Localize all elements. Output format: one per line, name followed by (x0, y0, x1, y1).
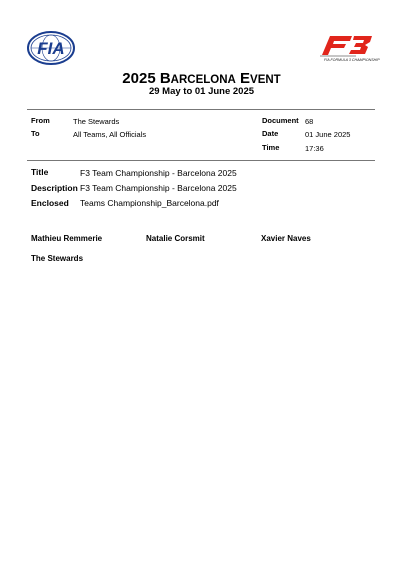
enclosed-value[interactable]: Teams Championship_Barcelona.pdf (80, 198, 219, 208)
f3-logo (316, 34, 380, 65)
enclosed-label: Enclosed (31, 198, 69, 208)
stewards-footer: The Stewards (31, 254, 84, 263)
to-label: To (31, 129, 40, 138)
steward-name-2: Natalie Corsmit (146, 234, 205, 243)
steward-name-1: Mathieu Remmerie (31, 234, 103, 243)
from-label: From (31, 116, 50, 125)
description-value: F3 Team Championship - Barcelona 2025 (80, 183, 237, 193)
document-label: Document (262, 116, 299, 125)
top-divider (27, 109, 375, 110)
title-value: F3 Team Championship - Barcelona 2025 (80, 168, 237, 178)
fia-logo-text: FIA (37, 39, 65, 58)
document-value: 68 (305, 117, 314, 126)
time-value: 17:36 (305, 144, 324, 153)
event-dates: 29 May to 01 June 2025 (148, 86, 255, 97)
to-value: All Teams, All Officials (73, 130, 147, 139)
event-title (0, 70, 403, 87)
f3-logo-subtext: FIA FORMULA 3 CHAMPIONSHIP (324, 58, 380, 62)
date-value: 01 June 2025 (305, 130, 351, 139)
event-title-mid: E (235, 70, 251, 87)
time-label: Time (262, 143, 280, 152)
event-title-prefix: 2025 B (122, 70, 171, 87)
meta-divider (27, 160, 375, 161)
description-label: Description (31, 183, 78, 193)
fia-logo (27, 31, 75, 65)
event-title-smallcaps-1: ARCELONA (170, 74, 236, 86)
from-value: The Stewards (73, 117, 120, 126)
steward-name-3: Xavier Naves (261, 234, 311, 243)
date-label: Date (262, 129, 279, 138)
event-title-smallcaps-2: VENT (250, 74, 281, 86)
title-label: Title (31, 167, 49, 177)
